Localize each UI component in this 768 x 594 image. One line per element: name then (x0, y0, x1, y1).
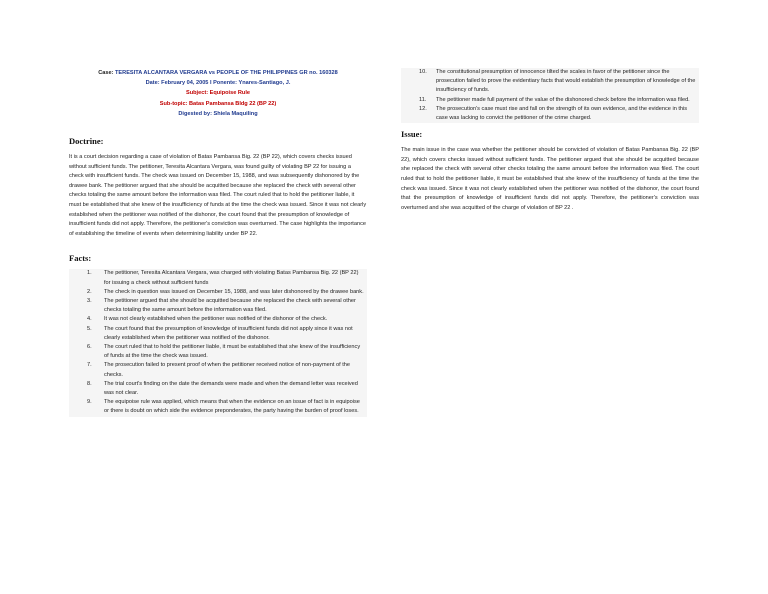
facts-list (69, 269, 367, 416)
facts-heading: Facts: (69, 253, 92, 264)
list-item-number: 3. (87, 297, 92, 304)
list-item-number: 6. (87, 343, 92, 350)
list-item (69, 380, 367, 398)
list-item (401, 96, 699, 105)
issue-heading: Issue: (401, 129, 423, 140)
list-item (401, 68, 699, 96)
list-item (69, 325, 367, 343)
list-item-text: It was not clearly established when the petitioner was notified of the dishonor of the check. (104, 316, 328, 323)
list-item-text: The petitioner argued that she should be acquitted because she replaced the check with several other checks totaling the same amount before the information was filed. (104, 297, 356, 314)
list-item-text: The court found that the presumption of knowledge of insufficient funds did not apply since it was not clearly established when the petitioner was notified of the dishonor. (104, 325, 353, 341)
list-item-number: 7. (87, 362, 92, 369)
list-item-number: 9. (87, 399, 92, 406)
doctrine-text: It is a court decision regarding a case of violation of Batas Pambansa Big. 22 (BP 22), which covers checks issued without sufficient funds. The petitioner, Teresita Alcantara Vergara, was found guilty of violating BP 22 for issuing a check with insufficient funds. The check was issued on December 15, 1988, and was subsequently dishonored by the drawee bank. The petitioner argued that she should be acquitted because she replaced the check with several other checks totaling the same amount before the information was filed. The court ruled that to hold the petitioner liable, it must be established that she knew of the insufficiency of funds at the time the check was issued. Since it was not clearly established when the petitioner was notified of the dishonor, the court found that the presumption of knowledge of insufficient funds did not apply. Therefore, the petitioner's conviction was overturned. The case highlights the importance of establishing the timeline of events when determining liability under BP 22. (69, 154, 367, 237)
list-item (401, 105, 699, 123)
list-item-text: The prosecution's case must rise and fall on the strength of its own evidence, and the evidence in this case was lacking to convict the petitioner of the crime charged. (436, 105, 688, 122)
list-item-number: 2. (87, 288, 92, 295)
list-item (69, 361, 367, 379)
facts-list-continued (401, 68, 699, 123)
list-item-number: 1. (87, 270, 92, 277)
right-column (401, 68, 699, 213)
list-item-text: The court ruled that to hold the petitioner liable, it must be established that she knew of the insufficiency of funds at the time the check was issued. (104, 343, 361, 360)
list-item-number: 11. (419, 96, 427, 103)
case-line (69, 68, 367, 78)
issue-text: The main issue in the case was whether the petitioner should be convicted of violation of Batas Pambansa Big. 22 (BP 22), which covers checks issued without sufficient funds. The petitioner argued that she should be acquitted because she replaced the check with several other checks totaling the same amount before the information was filed. The court ruled that to hold the petitioner liable, it must be established that she knew of the insufficiency of funds at the time the check was issued. Since it was not clearly established when the petitioner was notified of the dishonor, the court found that the presumption of knowledge of insufficient funds did not apply. Therefore, the petitioner's conviction was overturned and she was acquitted of the charge of violation of BP 22 . (401, 147, 699, 211)
doctrine-heading: Doctrine: (69, 136, 104, 147)
digested-by-line: Digested by: Shiela Maquiling (178, 110, 258, 117)
list-item-text: The equipoise rule was applied, which means that when the evidence on an issue of fact is in equipoise or there is doubt on which side the evidence preponderates, the party having the burden of proof loses. (104, 399, 360, 415)
list-item (69, 297, 367, 315)
list-item-text: The petitioner made full payment of the value of the dishonored check before the information was filed. (436, 96, 690, 103)
list-item (69, 398, 367, 416)
list-item-number: 5. (87, 325, 92, 332)
list-item-number: 12. (419, 105, 427, 112)
list-item (69, 288, 367, 297)
date-ponente-line: Date: February 04, 2005 I Ponente: Ynares-Santiago, J. (145, 80, 291, 87)
subtopic-line: Sub-topic: Batas Pambansa Bldg 22 (BP 22) (159, 100, 277, 107)
list-item (69, 315, 367, 324)
list-item (69, 343, 367, 361)
list-item-text: The constitutional presumption of innocence tilted the scales in favor of the petitioner since the prosecution failed to prove the evidentiary facts that would establish the presumption of knowledge of the insufficiency of funds. (436, 69, 696, 94)
list-item-text: The trial court's finding on the date the demands were made and when the demand letter was received was not clear. (104, 380, 358, 396)
list-item-number: 10. (419, 69, 427, 75)
list-item-number: 8. (87, 380, 92, 387)
list-item-text: The petitioner, Teresita Alcantara Vergara, was charged with violating Batas Pambansa Big. 22 (BP 22) for issuing a check without sufficient funds (104, 270, 359, 286)
list-item-text: The check in question was issued on December 15, 1988, and was later dishonored by the drawee bank. (104, 288, 364, 295)
list-item-number: 4. (87, 316, 92, 323)
left-column (69, 68, 367, 417)
list-item (69, 269, 367, 287)
case-label: Case: (98, 70, 116, 76)
case-header (69, 68, 367, 119)
list-item-text: The prosecution failed to present proof of when the petitioner received notice of non-payment of the checks. (104, 362, 350, 378)
case-name: TERESITA ALCANTARA VERGARA vs PEOPLE OF THE PHILIPPINES GR no. 160328 (115, 70, 338, 76)
subject-line: Subject: Equipoise Rule (185, 90, 251, 97)
